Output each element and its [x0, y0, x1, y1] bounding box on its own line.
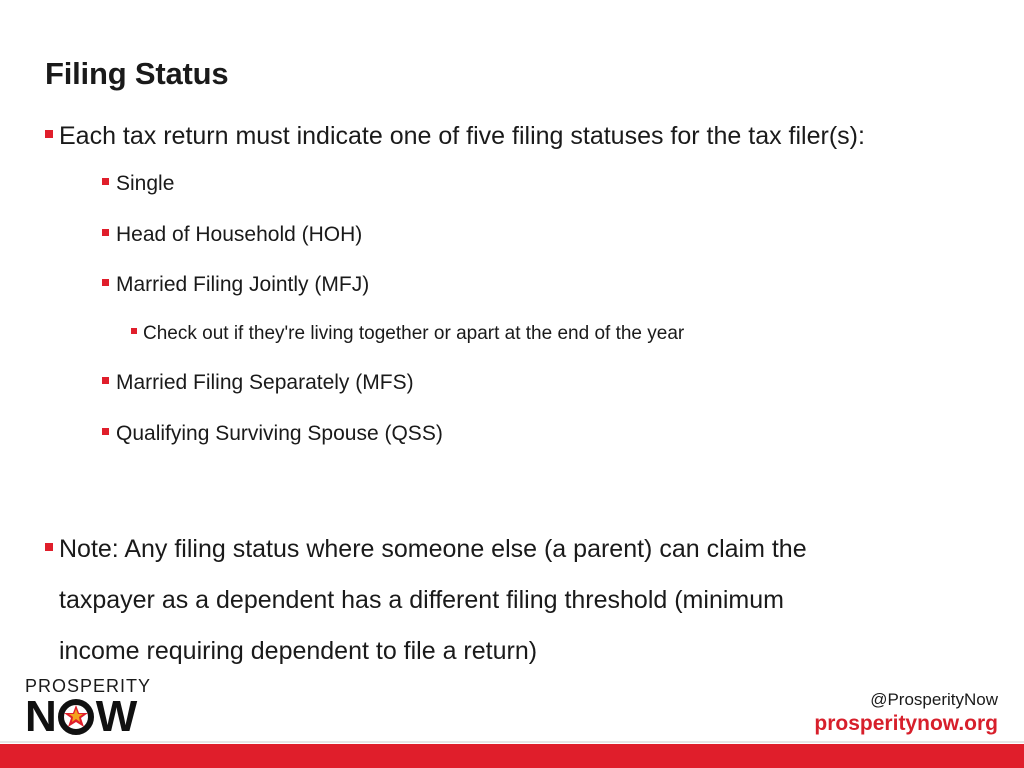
list-item-mfs — [102, 371, 414, 395]
list-item-hoh — [102, 223, 362, 247]
bullet-square-icon — [102, 229, 109, 236]
bullet-square-icon — [45, 130, 53, 138]
footer-divider — [0, 741, 1024, 743]
status-label: Head of Household (HOH) — [116, 223, 363, 246]
status-label: Married Filing Separately (MFS) — [116, 371, 414, 394]
status-subnote: Check out if they're living together or apart at the end of the year — [143, 323, 685, 344]
note-paragraph — [45, 524, 945, 677]
list-item-mfj-subnote — [131, 323, 684, 345]
list-item-qss — [102, 422, 443, 446]
list-item-single — [102, 172, 174, 196]
bullet-square-icon — [102, 377, 109, 384]
bullet-square-icon — [102, 279, 109, 286]
logo-letter-n: N — [25, 692, 56, 741]
status-label: Qualifying Surviving Spouse (QSS) — [116, 422, 443, 445]
bullet-square-icon — [102, 178, 109, 185]
intro-text: Each tax return must indicate one of five filing statuses for the tax filer(s): — [59, 122, 865, 150]
status-label: Married Filing Jointly (MFJ) — [116, 273, 370, 296]
page-title: Filing Status — [45, 56, 229, 91]
social-block — [814, 690, 998, 736]
social-handle[interactable]: @ProsperityNow — [870, 690, 998, 709]
note-line-1: Note: Any filing status where someone else (a parent) can claim the — [59, 535, 807, 563]
star-o-icon — [57, 699, 95, 735]
list-item-mfj — [102, 273, 369, 297]
logo-top-text: PROSPERITY — [25, 676, 152, 696]
logo-letter-w: W — [95, 692, 137, 741]
note-line-2: taxpayer as a dependent has a different filing threshold (minimum — [59, 586, 784, 614]
list-item-intro — [45, 122, 865, 151]
status-label: Single — [116, 172, 175, 195]
bullet-square-icon — [45, 543, 53, 551]
prosperity-now-logo — [25, 676, 152, 741]
website-link[interactable]: prosperitynow.org — [814, 712, 998, 735]
logo-bottom-text — [25, 692, 151, 741]
bullet-square-icon — [131, 328, 137, 334]
footer-bar — [0, 744, 1024, 768]
bullet-square-icon — [102, 428, 109, 435]
note-line-3: income requiring dependent to file a return) — [59, 637, 538, 665]
